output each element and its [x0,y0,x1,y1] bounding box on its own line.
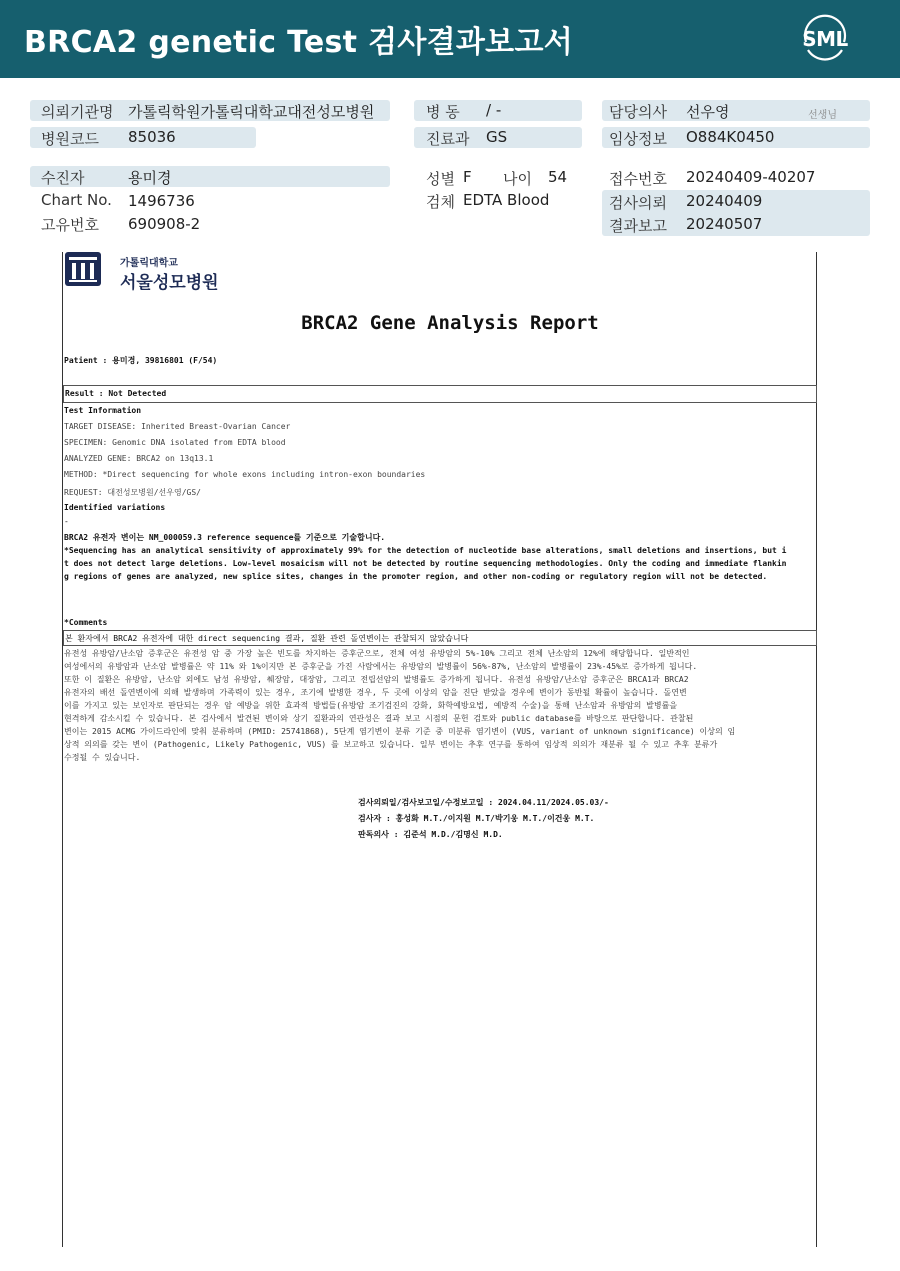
comment-line: 유전성 유방암/난소암 증후군은 유전성 암 중 가장 높은 빈도를 차지하는 증후군으로, 전체 여성 유방암의 5%-10% 그리고 전체 난소암의 12%에 해당합니다. 일반적인 [64,649,690,658]
patient-value: 용미경 [128,169,172,187]
report-title: BRCA2 Gene Analysis Report [301,312,599,334]
hospital-emblem-icon [64,251,102,287]
chart-value: 1496736 [128,192,195,210]
age-label: 나이 [503,170,532,188]
specimen-line: SPECIMEN: Genomic DNA isolated from EDTA blood [64,438,286,447]
note-line: t does not detect large deletions. Low-level mosaicism will not be detected by routine sequencing methodologies. Only the coding and immediate flankin [64,559,787,568]
result-report-value: 20240507 [686,215,763,233]
comments-heading: *Comments [64,618,108,627]
test-info-heading: Test Information [64,406,142,415]
clinical-value: O884K0450 [686,128,775,146]
result-line: Result : Not Detected [65,389,167,398]
chart-label: Chart No. [41,191,112,209]
comments-block [64,647,735,764]
clinical-label: 임상정보 [609,130,667,148]
hospital-university: 가톨릭대학교 [120,258,178,269]
patient-line: Patient : 용미경, 39816801 (F/54) [64,356,218,365]
dept-value: GS [486,128,508,146]
note-line: *Sequencing has an analytical sensitivity of approximately 99% for the detection of nucleotide base alterations, small deletions and insertions, but i [64,546,787,555]
comment-line: 여성에서의 유방암과 난소암 발병률은 약 11% 와 1%이지만 본 증후군을 가진 사람에서는 유방암의 발병률이 56%-87%, 난소암의 발병률이 23%-45%로 증가하게 됩니다. [64,662,698,671]
note-line: g regions of genes are analyzed, new splice sites, changes in the promoter region, and other non-coding or regulatory region will not be detected. [64,572,768,581]
doctor-value: 선우영 [686,103,730,121]
comment-line: 또한 이 질환은 유방암, 난소암 외에도 남성 유방암, 췌장암, 대장암, 그리고 전립선암의 발병률도 증가하게 됩니다. 유전성 유방암/난소암 증후군은 BRCA1과 BRCA2 [64,675,689,684]
ward-value: / - [486,101,502,119]
comment-line: 현격하게 감소시킬 수 있습니다. 본 검사에서 발견된 변이와 상기 질환과의 연관성은 결과 보고 시점의 문헌 검토와 public database를 바탕으로 판단합니다. 관찰된 [64,714,694,723]
hospital-code-label: 병원코드 [41,130,99,148]
sex-label: 성별 [426,170,455,188]
comment-line: 상적 의의를 갖는 변이 (Pathogenic, Likely Pathogenic, VUS) 를 보고하고 있습니다. 일부 변이는 추후 연구를 통하여 임상적 의의가 재분류 될 수 있고 추후 분류가 [64,740,718,749]
comment-line: 이를 가지고 있는 보인자로 판단되는 경우 암 예방을 위한 효과적 방법들(유방암 조기검진의 강화, 화학예방요법, 예방적 수술)을 통해 난소암과 유방암의 발병률을 [64,701,678,710]
patient-label: 수진자 [41,169,85,187]
specimen-label: 검체 [426,193,455,211]
comment-line: 유전자의 배선 돌연변이에 의해 발생하며 가족력이 있는 경우, 조기에 발병한 경우, 두 곳에 이상의 암을 진단 받았을 경우에 변이가 동반될 확률이 높습니다. 돌연변 [64,688,687,697]
request-value: 20240409 [686,192,763,210]
dept-label: 진료과 [426,130,470,148]
result-box [63,385,817,403]
hospital-code-value: 85036 [128,128,176,146]
institution-value: 가톨릭학원가톨릭대학교대전성모병원 [128,103,375,121]
report-header [0,0,900,78]
receipt-label: 접수번호 [609,170,667,188]
comment-line: 변이는 2015 ACMG 가이드라인에 맞춰 분류하며 (PMID: 25741868), 5단계 염기변이 분류 기준 중 미분류 염기변이 (VUS, variant of unknown significance) 이상의 임 [64,727,736,736]
receipt-value: 20240409-40207 [686,168,816,186]
notes-block [64,531,786,583]
request-line: REQUEST: 대전성모병원/선우영/GS/ [64,488,201,497]
specimen-value: EDTA Blood [463,191,550,209]
ward-label: 병 동 [426,103,460,121]
identified-dash: - [64,517,69,526]
institution-label: 의뢰기관명 [41,103,114,121]
page-title: BRCA2 genetic Test 검사결과보고서 [24,25,574,60]
note-line: BRCA2 유전자 변이는 NM_000059.3 reference sequence를 기준으로 기술합니다. [64,533,386,542]
unique-label: 고유번호 [41,216,99,234]
result-report-label: 결과보고 [609,217,667,235]
comment-box-text: 본 환자에서 BRCA2 유전자에 대한 direct sequencing 결과, 질환 관련 돌연변이는 관찰되지 않았습니다 [65,634,469,643]
unique-value: 690908-2 [128,215,201,233]
method-line: METHOD: *Direct sequencing for whole exons including intron-exon boundaries [64,470,426,479]
comment-line: 수정될 수 있습니다. [64,753,141,762]
request-label: 검사의뢰 [609,194,667,212]
sml-logo [798,14,852,64]
sign-testers: 검사자 : 홍성화 M.T./이지원 M.T/박기웅 M.T./이건웅 M.T. [358,814,595,823]
sign-doctors: 판독의사 : 김준석 M.D./김명신 M.D. [358,830,503,839]
hospital-name: 서울성모병원 [120,273,219,293]
sex-value: F [463,168,472,186]
sml-logo-text: SML [802,27,848,51]
sign-dates: 검사의뢰일/검사보고일/수정보고일 : 2024.04.11/2024.05.03/- [358,798,609,807]
identified-heading: Identified variations [64,503,166,512]
doctor-suffix: 선생님 [808,110,837,121]
target-disease: TARGET DISEASE: Inherited Breast-Ovarian Cancer [64,422,291,431]
doctor-label: 담당의사 [609,103,667,121]
age-value: 54 [548,168,568,186]
analyzed-gene: ANALYZED GENE: BRCA2 on 13q13.1 [64,454,214,463]
